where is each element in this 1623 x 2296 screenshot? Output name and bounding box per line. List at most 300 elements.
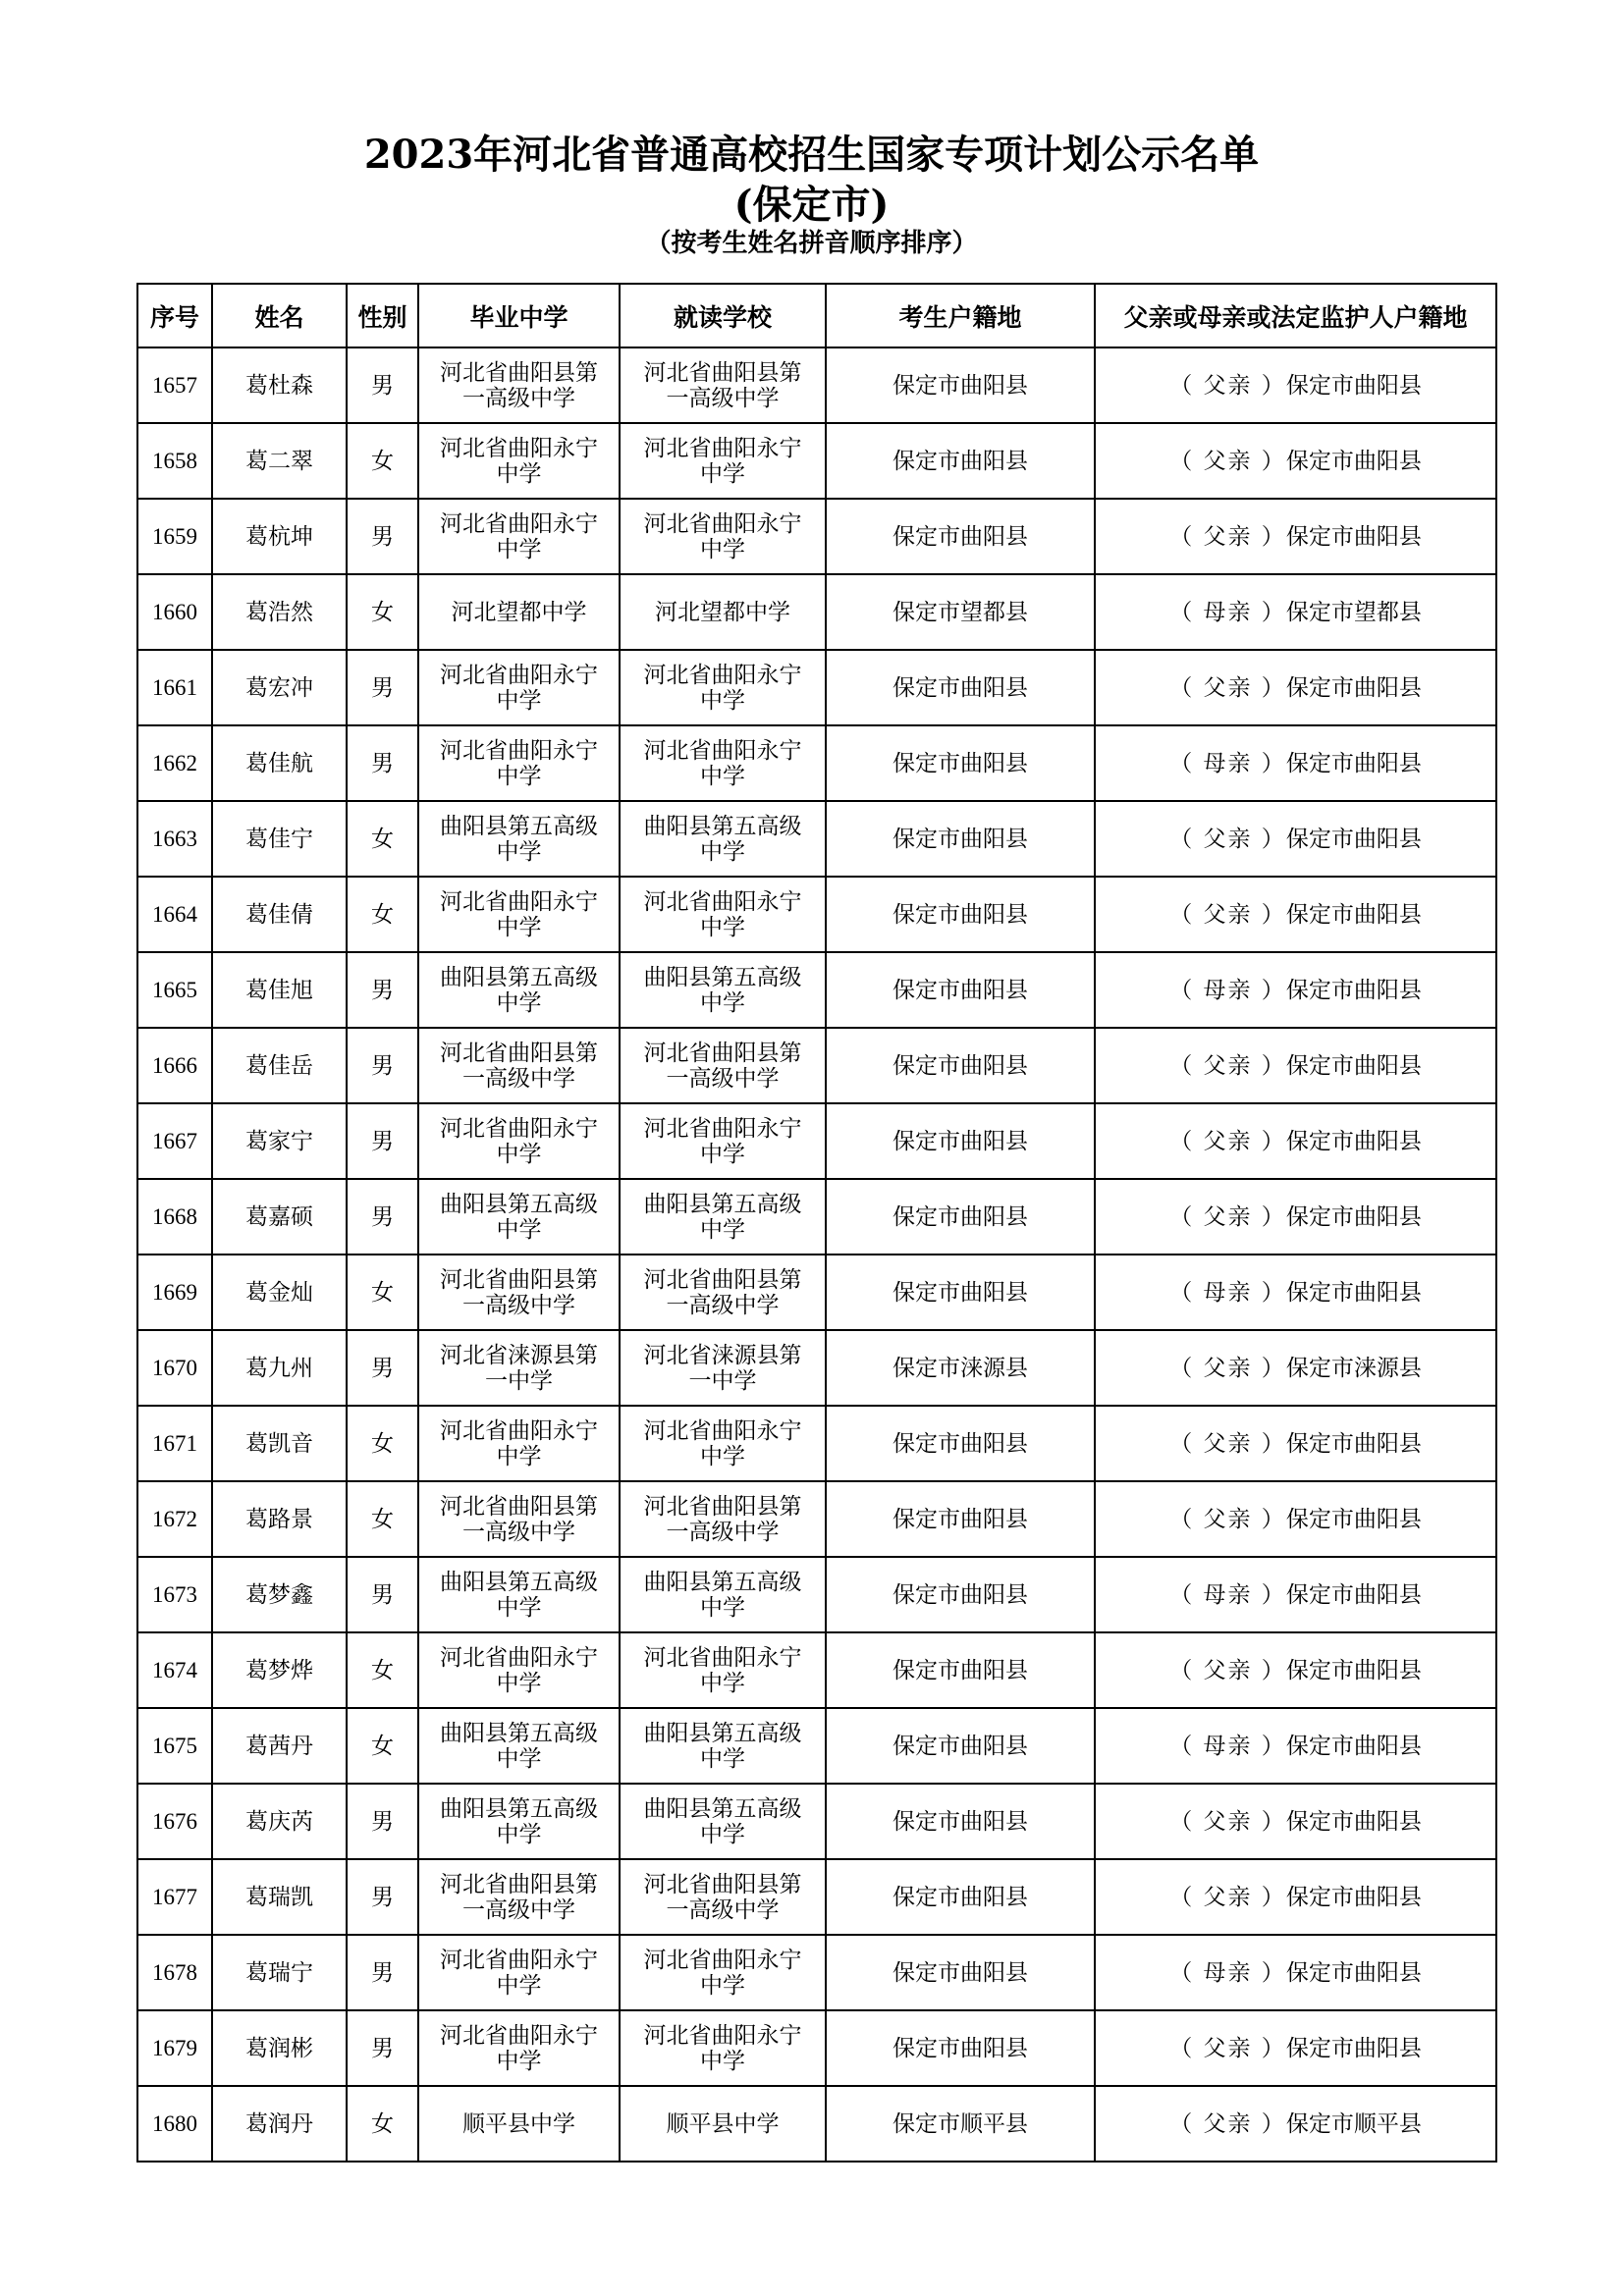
table-row	[137, 1406, 1496, 1481]
cell-gender: 女	[347, 1481, 418, 1557]
guardian-relation: （ 父亲 ）	[1169, 1430, 1286, 1457]
guardian-household-text: 保定市曲阳县	[1285, 372, 1422, 399]
cell-gender: 男	[347, 952, 418, 1028]
table-row	[137, 1481, 1496, 1557]
cell-household: 保定市曲阳县	[826, 650, 1095, 725]
current-school-text: 曲阳县第五高级中学	[643, 1191, 802, 1243]
cell-household: 保定市曲阳县	[826, 1784, 1095, 1859]
sort-note: （按考生姓名拼音顺序排序）	[645, 229, 978, 258]
cell-household: 保定市曲阳县	[826, 1481, 1095, 1557]
cell-guardian-household	[1095, 1103, 1496, 1179]
table-row	[137, 2086, 1496, 2162]
current-school-text: 曲阳县第五高级中学	[643, 813, 802, 865]
guardian-household-text: 保定市曲阳县	[1285, 448, 1422, 474]
cell-index: 1662	[137, 725, 212, 801]
graduated-school-text: 河北省涞源县第一中学	[440, 1342, 598, 1394]
graduated-school-text: 顺平县中学	[462, 2110, 575, 2137]
header-household: 考生户籍地	[826, 284, 1095, 347]
cell-household: 保定市曲阳县	[826, 347, 1095, 423]
cell-graduated-school	[418, 347, 620, 423]
cell-current-school	[620, 801, 826, 877]
cell-index: 1676	[137, 1784, 212, 1859]
cell-index: 1660	[137, 574, 212, 650]
guardian-household-text: 保定市曲阳县	[1285, 1884, 1422, 1910]
cell-index: 1668	[137, 1179, 212, 1255]
cell-guardian-household	[1095, 1330, 1496, 1406]
guardian-household-text: 保定市曲阳县	[1285, 523, 1422, 550]
cell-index: 1663	[137, 801, 212, 877]
cell-current-school	[620, 423, 826, 499]
cell-current-school	[620, 347, 826, 423]
cell-graduated-school	[418, 1330, 620, 1406]
cell-current-school	[620, 1859, 826, 1935]
cell-guardian-household	[1095, 877, 1496, 952]
cell-name: 葛佳岳	[212, 1028, 347, 1103]
cell-gender: 女	[347, 877, 418, 952]
cell-gender: 女	[347, 1255, 418, 1330]
cell-household: 保定市曲阳县	[826, 1028, 1095, 1103]
current-school-text: 河北省曲阳县第一高级中学	[643, 1493, 802, 1545]
cell-gender: 男	[347, 2010, 418, 2086]
cell-gender: 男	[347, 1103, 418, 1179]
current-school-text: 河北省曲阳永宁中学	[643, 888, 802, 940]
cell-current-school	[620, 1557, 826, 1632]
graduated-school-text: 曲阳县第五高级中学	[440, 813, 598, 865]
guardian-household-text: 保定市顺平县	[1285, 2110, 1422, 2137]
guardian-relation: （ 父亲 ）	[1169, 1808, 1286, 1835]
cell-guardian-household	[1095, 2086, 1496, 2162]
cell-index: 1672	[137, 1481, 212, 1557]
guardian-relation: （ 父亲 ）	[1169, 1052, 1286, 1079]
guardian-relation: （ 父亲 ）	[1169, 523, 1286, 550]
cell-graduated-school	[418, 952, 620, 1028]
table-row	[137, 1859, 1496, 1935]
cell-graduated-school	[418, 499, 620, 574]
guardian-relation: （ 父亲 ）	[1169, 901, 1286, 928]
cell-gender: 女	[347, 801, 418, 877]
cell-guardian-household	[1095, 1859, 1496, 1935]
header-guardian-household: 父亲或母亲或法定监护人户籍地	[1095, 284, 1496, 347]
current-school-text: 河北省涞源县第一中学	[643, 1342, 802, 1394]
guardian-relation: （ 父亲 ）	[1169, 2035, 1286, 2061]
table-row	[137, 2010, 1496, 2086]
cell-household: 保定市曲阳县	[826, 801, 1095, 877]
cell-name: 葛佳旭	[212, 952, 347, 1028]
header-name: 姓名	[212, 284, 347, 347]
cell-index: 1661	[137, 650, 212, 725]
cell-index: 1658	[137, 423, 212, 499]
table-row	[137, 725, 1496, 801]
cell-graduated-school	[418, 1103, 620, 1179]
table-row	[137, 574, 1496, 650]
cell-name: 葛庆芮	[212, 1784, 347, 1859]
current-school-text: 顺平县中学	[666, 2110, 780, 2137]
graduated-school-text: 河北省曲阳永宁中学	[440, 1115, 598, 1167]
table-row	[137, 1935, 1496, 2010]
cell-current-school	[620, 1330, 826, 1406]
current-school-text: 河北省曲阳永宁中学	[643, 662, 802, 714]
cell-gender: 男	[347, 1859, 418, 1935]
graduated-school-text: 曲阳县第五高级中学	[440, 1191, 598, 1243]
graduated-school-text: 河北省曲阳永宁中学	[440, 1644, 598, 1696]
guardian-relation: （ 父亲 ）	[1169, 1506, 1286, 1532]
guardian-relation: （ 母亲 ）	[1169, 1733, 1286, 1759]
cell-graduated-school	[418, 650, 620, 725]
cell-graduated-school	[418, 1708, 620, 1784]
current-school-text: 河北省曲阳永宁中学	[643, 2022, 802, 2074]
header-index: 序号	[137, 284, 212, 347]
header-current-school: 就读学校	[620, 284, 826, 347]
cell-graduated-school	[418, 1935, 620, 2010]
cell-gender: 男	[347, 1935, 418, 2010]
current-school-text: 河北省曲阳永宁中学	[643, 1947, 802, 1999]
cell-name: 葛金灿	[212, 1255, 347, 1330]
cell-guardian-household	[1095, 1784, 1496, 1859]
cell-household: 保定市曲阳县	[826, 1255, 1095, 1330]
graduated-school-text: 河北省曲阳县第一高级中学	[440, 359, 598, 411]
table-row	[137, 1632, 1496, 1708]
cell-index: 1680	[137, 2086, 212, 2162]
cell-current-school	[620, 2010, 826, 2086]
cell-current-school	[620, 1481, 826, 1557]
cell-name: 葛浩然	[212, 574, 347, 650]
cell-name: 葛二翠	[212, 423, 347, 499]
cell-index: 1664	[137, 877, 212, 952]
cell-guardian-household	[1095, 499, 1496, 574]
header-gender: 性别	[347, 284, 418, 347]
graduated-school-text: 河北省曲阳永宁中学	[440, 510, 598, 562]
graduated-school-text: 河北省曲阳县第一高级中学	[440, 1040, 598, 1092]
guardian-relation: （ 父亲 ）	[1169, 448, 1286, 474]
cell-index: 1679	[137, 2010, 212, 2086]
graduated-school-text: 河北省曲阳县第一高级中学	[440, 1266, 598, 1318]
cell-current-school	[620, 1708, 826, 1784]
current-school-text: 曲阳县第五高级中学	[643, 964, 802, 1016]
cell-name: 葛佳航	[212, 725, 347, 801]
cell-graduated-school	[418, 1179, 620, 1255]
current-school-text: 河北望都中学	[655, 599, 790, 625]
cell-gender: 男	[347, 650, 418, 725]
current-school-text: 河北省曲阳县第一高级中学	[643, 1266, 802, 1318]
graduated-school-text: 河北省曲阳永宁中学	[440, 2022, 598, 2074]
cell-household: 保定市曲阳县	[826, 2010, 1095, 2086]
cell-current-school	[620, 1103, 826, 1179]
cell-index: 1677	[137, 1859, 212, 1935]
cell-guardian-household	[1095, 574, 1496, 650]
current-school-text: 河北省曲阳永宁中学	[643, 1417, 802, 1469]
cell-graduated-school	[418, 1784, 620, 1859]
document-title: 2023年河北省普通高校招生国家专项计划公示名单	[363, 132, 1260, 178]
cell-graduated-school	[418, 574, 620, 650]
cell-graduated-school	[418, 2086, 620, 2162]
graduated-school-text: 河北省曲阳永宁中学	[440, 1417, 598, 1469]
cell-name: 葛路景	[212, 1481, 347, 1557]
cell-guardian-household	[1095, 1406, 1496, 1481]
header-graduated-school: 毕业中学	[418, 284, 620, 347]
cell-guardian-household	[1095, 1481, 1496, 1557]
cell-current-school	[620, 1028, 826, 1103]
table-row	[137, 1330, 1496, 1406]
cell-name: 葛杭坤	[212, 499, 347, 574]
guardian-household-text: 保定市涞源县	[1285, 1355, 1422, 1381]
guardian-household-text: 保定市曲阳县	[1285, 1052, 1422, 1079]
cell-household: 保定市曲阳县	[826, 1557, 1095, 1632]
cell-index: 1666	[137, 1028, 212, 1103]
cell-index: 1674	[137, 1632, 212, 1708]
cell-graduated-school	[418, 801, 620, 877]
cell-graduated-school	[418, 1255, 620, 1330]
cell-guardian-household	[1095, 1935, 1496, 2010]
current-school-text: 河北省曲阳永宁中学	[643, 435, 802, 487]
graduated-school-text: 河北省曲阳县第一高级中学	[440, 1871, 598, 1923]
table-row	[137, 1103, 1496, 1179]
cell-gender: 男	[347, 1784, 418, 1859]
cell-graduated-school	[418, 1406, 620, 1481]
current-school-text: 河北省曲阳县第一高级中学	[643, 1871, 802, 1923]
guardian-household-text: 保定市曲阳县	[1285, 674, 1422, 701]
cell-current-school	[620, 2086, 826, 2162]
document-subtitle: (保定市)	[733, 182, 890, 228]
cell-gender: 男	[347, 1179, 418, 1255]
guardian-relation: （ 母亲 ）	[1169, 599, 1286, 625]
cell-household: 保定市曲阳县	[826, 423, 1095, 499]
graduated-school-text: 曲阳县第五高级中学	[440, 964, 598, 1016]
cell-index: 1678	[137, 1935, 212, 2010]
cell-name: 葛瑞宁	[212, 1935, 347, 2010]
guardian-relation: （ 父亲 ）	[1169, 1128, 1286, 1154]
cell-index: 1657	[137, 347, 212, 423]
cell-graduated-school	[418, 423, 620, 499]
guardian-relation: （ 父亲 ）	[1169, 826, 1286, 852]
cell-household: 保定市曲阳县	[826, 499, 1095, 574]
guardian-relation: （ 父亲 ）	[1169, 1657, 1286, 1683]
cell-household: 保定市曲阳县	[826, 1179, 1095, 1255]
cell-graduated-school	[418, 1859, 620, 1935]
table-row	[137, 1557, 1496, 1632]
guardian-household-text: 保定市曲阳县	[1285, 826, 1422, 852]
cell-guardian-household	[1095, 1028, 1496, 1103]
cell-guardian-household	[1095, 650, 1496, 725]
cell-household: 保定市顺平县	[826, 2086, 1095, 2162]
guardian-relation: （ 母亲 ）	[1169, 977, 1286, 1003]
graduated-school-text: 曲阳县第五高级中学	[440, 1720, 598, 1772]
cell-gender: 女	[347, 574, 418, 650]
guardian-relation: （ 父亲 ）	[1169, 1355, 1286, 1381]
cell-gender: 男	[347, 499, 418, 574]
cell-name: 葛家宁	[212, 1103, 347, 1179]
cell-guardian-household	[1095, 347, 1496, 423]
graduated-school-text: 河北省曲阳永宁中学	[440, 737, 598, 789]
table-row	[137, 1784, 1496, 1859]
cell-graduated-school	[418, 1632, 620, 1708]
cell-index: 1673	[137, 1557, 212, 1632]
current-school-text: 河北省曲阳永宁中学	[643, 510, 802, 562]
cell-current-school	[620, 574, 826, 650]
cell-gender: 女	[347, 1406, 418, 1481]
cell-name: 葛佳宁	[212, 801, 347, 877]
guardian-household-text: 保定市望都县	[1285, 599, 1422, 625]
cell-name: 葛瑞凯	[212, 1859, 347, 1935]
cell-household: 保定市曲阳县	[826, 725, 1095, 801]
cell-index: 1670	[137, 1330, 212, 1406]
cell-name: 葛梦烨	[212, 1632, 347, 1708]
guardian-household-text: 保定市曲阳县	[1285, 1128, 1422, 1154]
cell-current-school	[620, 1784, 826, 1859]
cell-current-school	[620, 952, 826, 1028]
cell-graduated-school	[418, 2010, 620, 2086]
cell-index: 1667	[137, 1103, 212, 1179]
guardian-household-text: 保定市曲阳县	[1285, 1581, 1422, 1608]
cell-name: 葛九州	[212, 1330, 347, 1406]
cell-graduated-school	[418, 725, 620, 801]
current-school-text: 河北省曲阳永宁中学	[643, 737, 802, 789]
guardian-relation: （ 父亲 ）	[1169, 1884, 1286, 1910]
guardian-relation: （ 父亲 ）	[1169, 1203, 1286, 1230]
cell-gender: 女	[347, 2086, 418, 2162]
student-list-table	[136, 283, 1497, 2163]
table-row	[137, 423, 1496, 499]
cell-gender: 女	[347, 423, 418, 499]
cell-household: 保定市曲阳县	[826, 1406, 1095, 1481]
cell-guardian-household	[1095, 423, 1496, 499]
cell-household: 保定市曲阳县	[826, 1935, 1095, 2010]
cell-current-school	[620, 1255, 826, 1330]
graduated-school-text: 河北省曲阳永宁中学	[440, 662, 598, 714]
table-row	[137, 499, 1496, 574]
cell-index: 1671	[137, 1406, 212, 1481]
cell-guardian-household	[1095, 1632, 1496, 1708]
cell-gender: 男	[347, 725, 418, 801]
cell-name: 葛润丹	[212, 2086, 347, 2162]
cell-household: 保定市曲阳县	[826, 1632, 1095, 1708]
cell-index: 1675	[137, 1708, 212, 1784]
current-school-text: 河北省曲阳县第一高级中学	[643, 1040, 802, 1092]
cell-current-school	[620, 1179, 826, 1255]
table-row	[137, 952, 1496, 1028]
current-school-text: 河北省曲阳县第一高级中学	[643, 359, 802, 411]
guardian-household-text: 保定市曲阳县	[1285, 1657, 1422, 1683]
cell-household: 保定市曲阳县	[826, 1859, 1095, 1935]
cell-gender: 男	[347, 347, 418, 423]
guardian-household-text: 保定市曲阳县	[1285, 1203, 1422, 1230]
table-row	[137, 347, 1496, 423]
guardian-relation: （ 母亲 ）	[1169, 1279, 1286, 1306]
cell-household: 保定市曲阳县	[826, 1708, 1095, 1784]
cell-current-school	[620, 650, 826, 725]
table-header-row	[137, 284, 1496, 347]
cell-current-school	[620, 1935, 826, 2010]
cell-current-school	[620, 499, 826, 574]
cell-gender: 男	[347, 1028, 418, 1103]
cell-household: 保定市望都县	[826, 574, 1095, 650]
table-row	[137, 877, 1496, 952]
cell-guardian-household	[1095, 952, 1496, 1028]
table-row	[137, 1028, 1496, 1103]
current-school-text: 曲阳县第五高级中学	[643, 1720, 802, 1772]
cell-guardian-household	[1095, 1255, 1496, 1330]
current-school-text: 河北省曲阳永宁中学	[643, 1644, 802, 1696]
cell-graduated-school	[418, 877, 620, 952]
graduated-school-text: 河北望都中学	[451, 599, 587, 625]
guardian-household-text: 保定市曲阳县	[1285, 1959, 1422, 1986]
table-row	[137, 1708, 1496, 1784]
cell-guardian-household	[1095, 1557, 1496, 1632]
guardian-household-text: 保定市曲阳县	[1285, 901, 1422, 928]
cell-current-school	[620, 1632, 826, 1708]
graduated-school-text: 河北省曲阳县第一高级中学	[440, 1493, 598, 1545]
cell-current-school	[620, 1406, 826, 1481]
cell-household: 保定市涞源县	[826, 1330, 1095, 1406]
cell-index: 1659	[137, 499, 212, 574]
guardian-household-text: 保定市曲阳县	[1285, 1430, 1422, 1457]
table-body	[137, 347, 1496, 2162]
current-school-text: 曲阳县第五高级中学	[643, 1569, 802, 1621]
guardian-household-text: 保定市曲阳县	[1285, 1506, 1422, 1532]
cell-current-school	[620, 725, 826, 801]
cell-graduated-school	[418, 1028, 620, 1103]
cell-household: 保定市曲阳县	[826, 952, 1095, 1028]
cell-name: 葛佳倩	[212, 877, 347, 952]
guardian-household-text: 保定市曲阳县	[1285, 1279, 1422, 1306]
graduated-school-text: 河北省曲阳永宁中学	[440, 1947, 598, 1999]
cell-name: 葛茜丹	[212, 1708, 347, 1784]
guardian-relation: （ 母亲 ）	[1169, 750, 1286, 776]
cell-name: 葛润彬	[212, 2010, 347, 2086]
cell-name: 葛凯音	[212, 1406, 347, 1481]
guardian-relation: （ 母亲 ）	[1169, 1959, 1286, 1986]
cell-guardian-household	[1095, 1708, 1496, 1784]
guardian-household-text: 保定市曲阳县	[1285, 2035, 1422, 2061]
guardian-relation: （ 父亲 ）	[1169, 372, 1286, 399]
guardian-relation: （ 母亲 ）	[1169, 1581, 1286, 1608]
cell-gender: 男	[347, 1330, 418, 1406]
table-row	[137, 650, 1496, 725]
cell-name: 葛梦鑫	[212, 1557, 347, 1632]
cell-household: 保定市曲阳县	[826, 877, 1095, 952]
cell-name: 葛嘉硕	[212, 1179, 347, 1255]
table-row	[137, 1179, 1496, 1255]
cell-gender: 女	[347, 1708, 418, 1784]
current-school-text: 河北省曲阳永宁中学	[643, 1115, 802, 1167]
graduated-school-text: 曲阳县第五高级中学	[440, 1795, 598, 1847]
guardian-household-text: 保定市曲阳县	[1285, 1808, 1422, 1835]
table-row	[137, 1255, 1496, 1330]
cell-guardian-household	[1095, 1179, 1496, 1255]
guardian-household-text: 保定市曲阳县	[1285, 750, 1422, 776]
guardian-household-text: 保定市曲阳县	[1285, 977, 1422, 1003]
cell-index: 1665	[137, 952, 212, 1028]
cell-gender: 男	[347, 1557, 418, 1632]
guardian-relation: （ 父亲 ）	[1169, 674, 1286, 701]
graduated-school-text: 河北省曲阳永宁中学	[440, 888, 598, 940]
table-row	[137, 801, 1496, 877]
graduated-school-text: 河北省曲阳永宁中学	[440, 435, 598, 487]
cell-guardian-household	[1095, 801, 1496, 877]
graduated-school-text: 曲阳县第五高级中学	[440, 1569, 598, 1621]
cell-guardian-household	[1095, 2010, 1496, 2086]
cell-current-school	[620, 877, 826, 952]
guardian-relation: （ 父亲 ）	[1169, 2110, 1286, 2137]
cell-graduated-school	[418, 1481, 620, 1557]
cell-name: 葛宏冲	[212, 650, 347, 725]
guardian-household-text: 保定市曲阳县	[1285, 1733, 1422, 1759]
current-school-text: 曲阳县第五高级中学	[643, 1795, 802, 1847]
cell-household: 保定市曲阳县	[826, 1103, 1095, 1179]
cell-index: 1669	[137, 1255, 212, 1330]
cell-graduated-school	[418, 1557, 620, 1632]
cell-name: 葛杜森	[212, 347, 347, 423]
cell-gender: 女	[347, 1632, 418, 1708]
